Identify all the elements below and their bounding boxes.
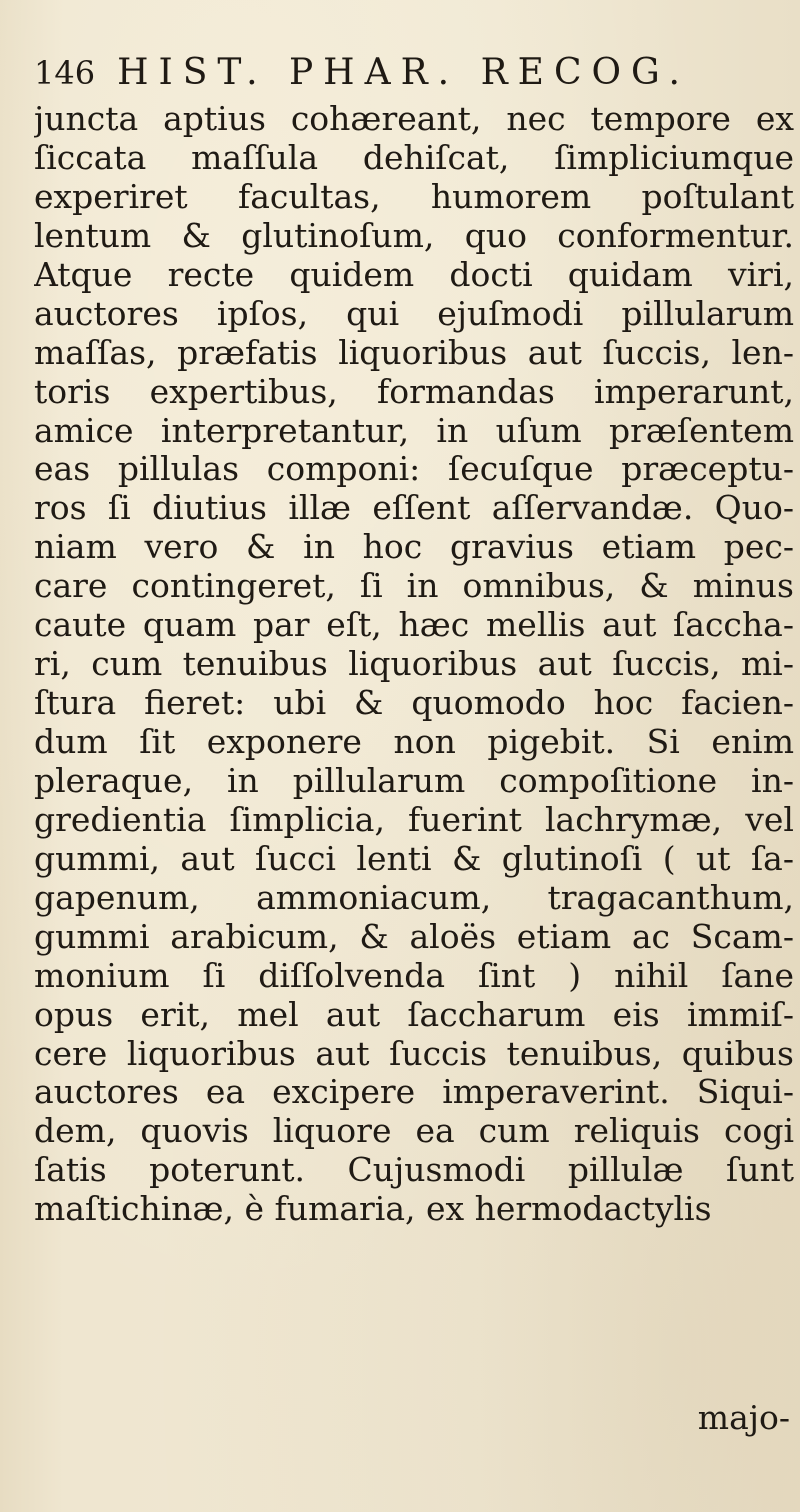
catchword: majo- [697,1398,790,1437]
text-line: dum ſit exponere non pigebit. Si enim [34,723,794,761]
text-line: auctores ipſos, qui ejuſmodi pillularum [34,294,794,333]
text-line: gummi arabicum, & aloës etiam ac Scam- [34,917,794,956]
text-line: maſtichinæ, è fumaria, ex hermodactylis [34,1190,712,1229]
text-line: amice interpretantur, in uſum præſentem [34,411,794,450]
text-line: cere liquoribus aut ſuccis tenuibus, quibus [34,1034,794,1073]
text-line: toris expertibus, formandas imperarunt, [34,372,794,411]
text-line: gummi, aut ſucci lenti & glutinoſi ( ut ſa- [34,839,794,878]
text-line: auctores ea excipere imperaverint. Siqui- [34,1073,794,1112]
text-line: Atque recte quidem docti quidam viri, [34,255,794,294]
text-line: ſatis poterunt. Cujusmodi pillulæ ſunt [34,1151,794,1190]
text-line: dem, quovis liquore ea cum reliquis cogi [34,1112,794,1151]
text-line: ri, cum tenuibus liquoribus aut ſuccis, mi- [34,645,794,684]
text-line: gapenum, ammoniacum, tragacanthum, [34,878,794,917]
page-number: 146 [34,54,96,92]
text-line: ros ſi diutius illæ eſſent aſſervandæ. Quo- [34,489,794,528]
text-line: experiret facultas, humorem poſtulant [34,177,794,216]
body-text [34,100,794,1229]
running-title: HIST. PHAR. RECOG. [117,52,690,93]
text-line: gredientia ſimplicia, fuerint lachrymæ, vel [34,800,794,839]
page-header [34,52,690,102]
text-line: niam vero & in hoc gravius etiam pec- [34,528,794,567]
text-line: ſiccata maſſula dehiſcat, ſimpliciumque [34,138,794,177]
text-line: care contingeret, ſi in omnibus, & minus [34,567,794,606]
text-line: monium ſi diſſolvenda ſint ) nihil ſane [34,956,794,995]
text-line: maſſas, præfatis liquoribus aut ſuccis, len- [34,333,794,372]
text-line: caute quam par eſt, hæc mellis aut ſaccha- [34,606,794,645]
text-line: opus erit, mel aut ſaccharum eis immiſ- [34,995,794,1034]
text-line: juncta aptius cohæreant, nec tempore ex [34,100,794,138]
text-line: eas pillulas componi: ſecuſque præceptu- [34,450,794,489]
text-line: ſtura fieret: ubi & quomodo hoc facien- [34,684,794,723]
text-line: pleraque, in pillularum compoſitione in- [34,761,794,800]
text-line: lentum & glutinoſum, quo conformentur. [34,216,794,255]
